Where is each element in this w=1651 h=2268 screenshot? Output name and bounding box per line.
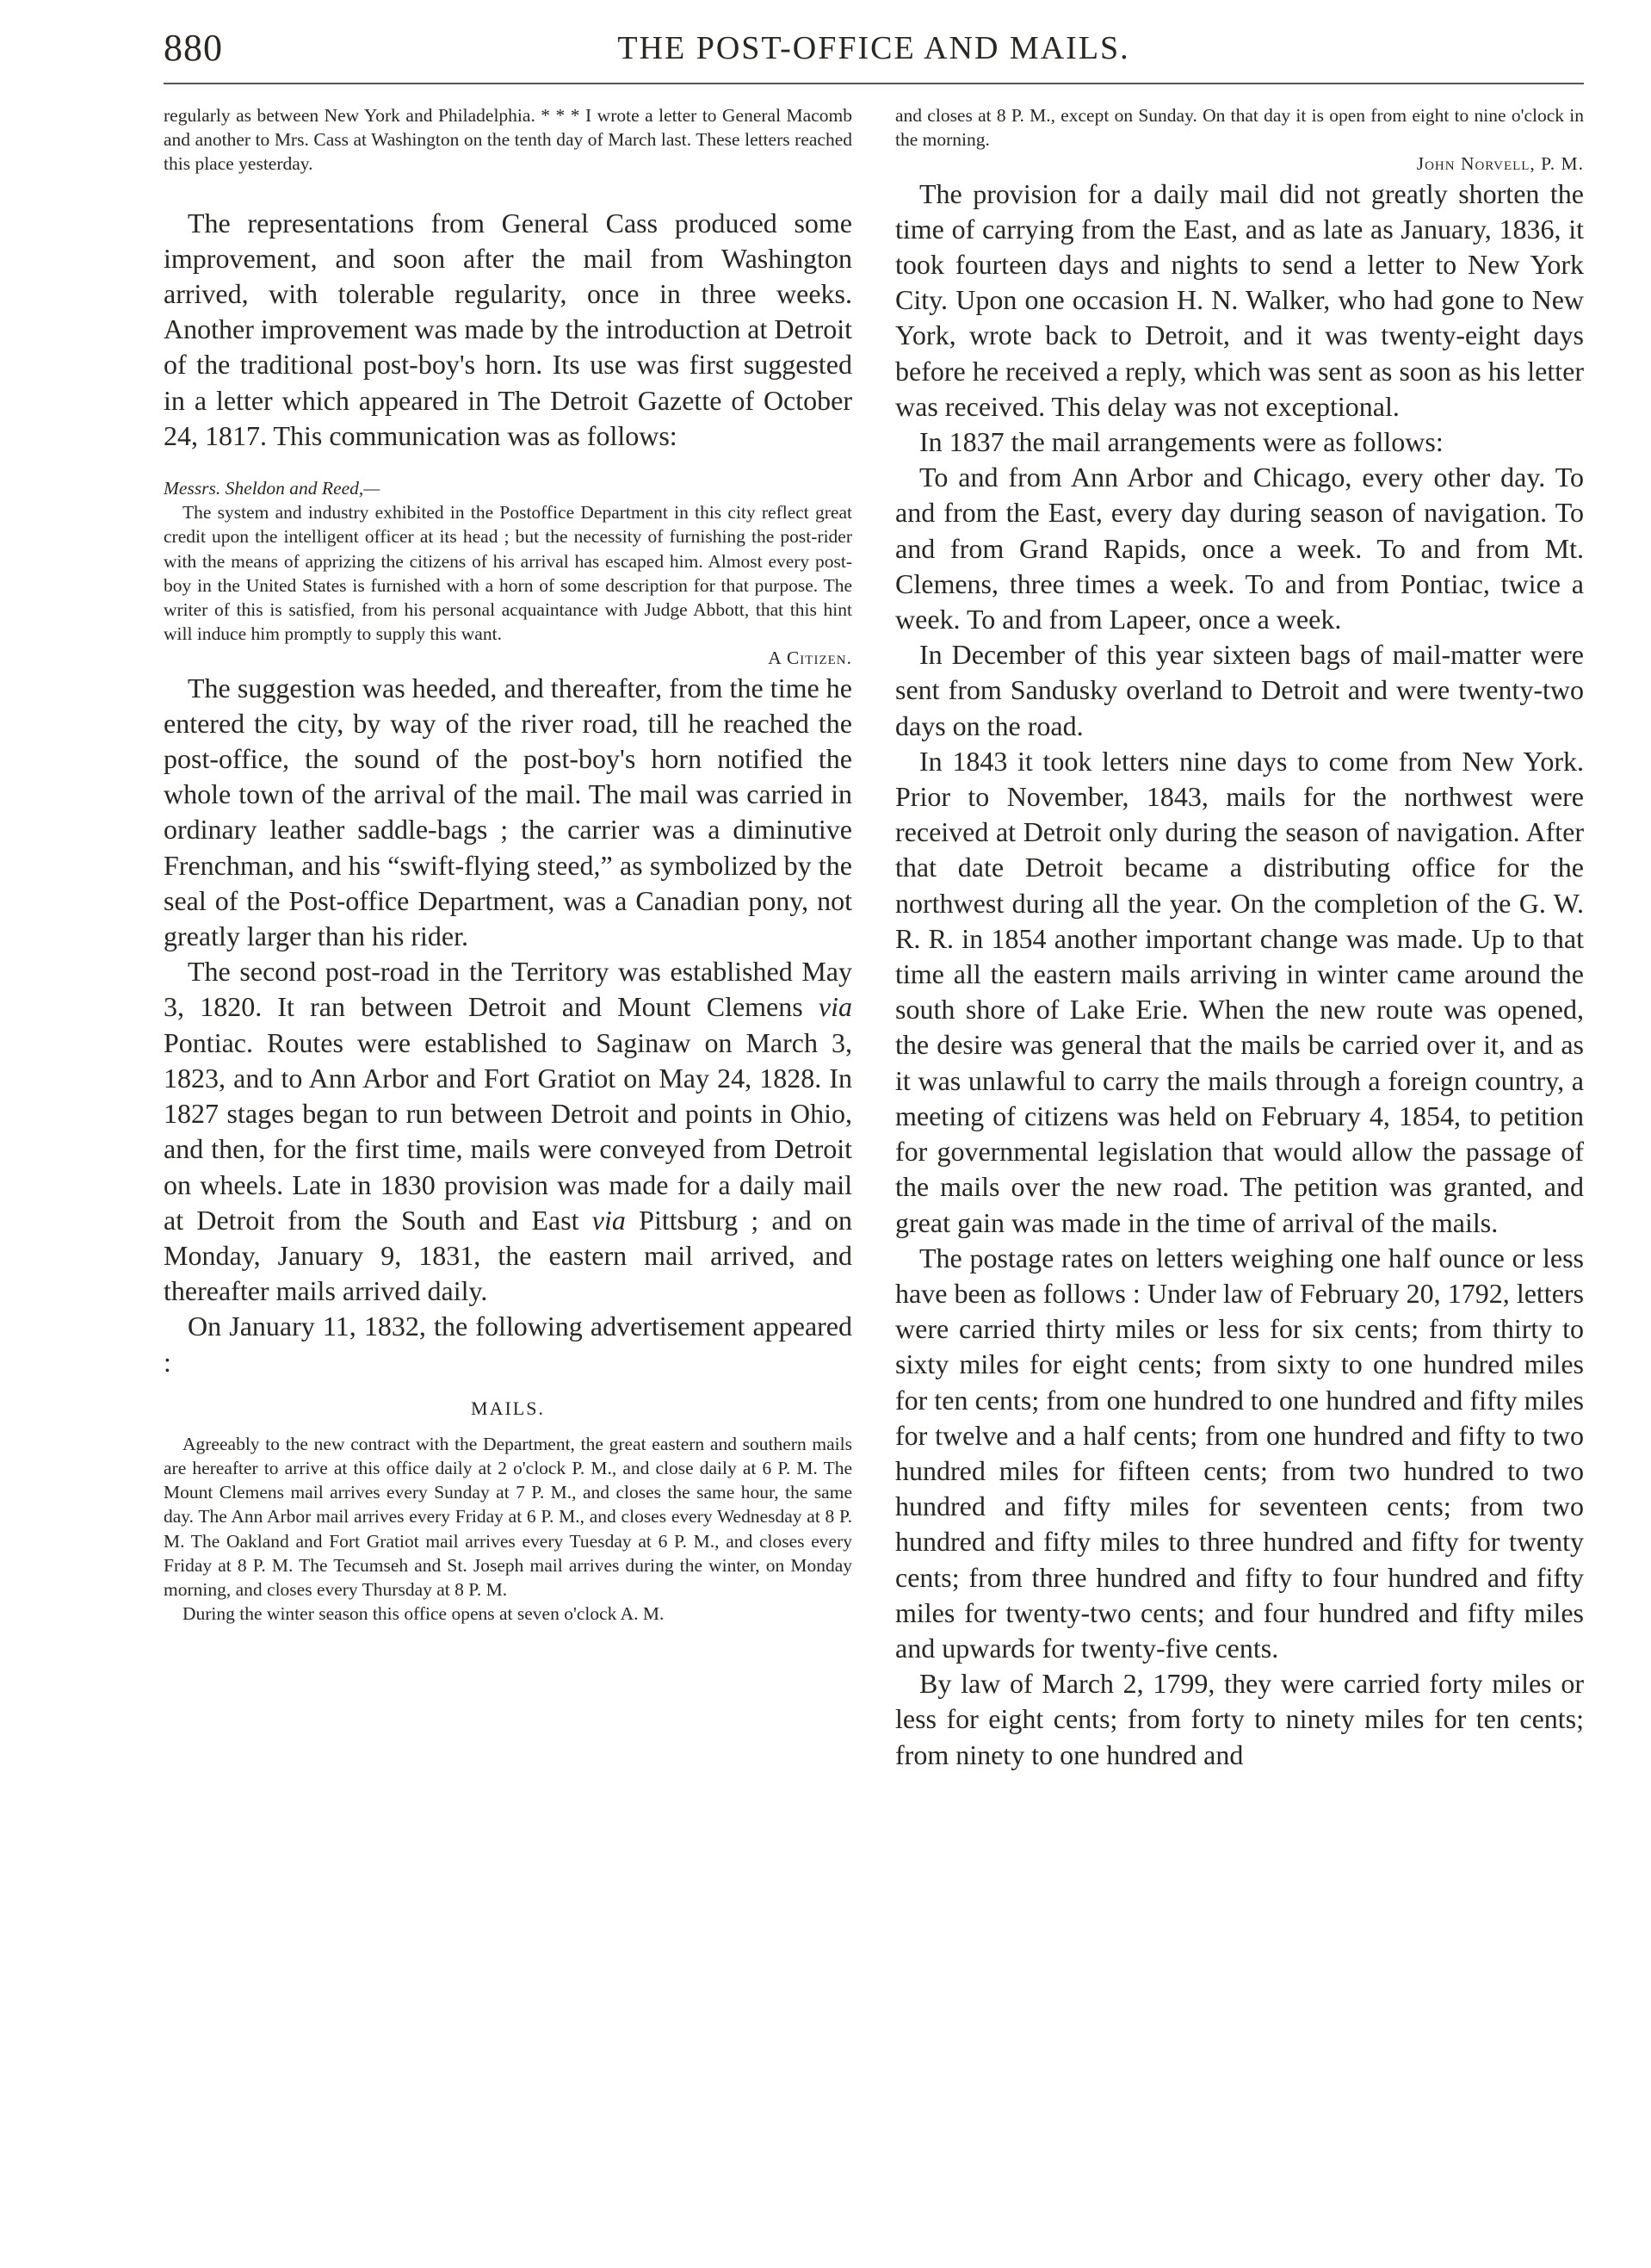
paragraph: By law of March 2, 1799, they were carried forty miles or less for eight cents; from forty to ninety miles for ten cents; from ninety to one hundred and [895,1668,1584,1770]
paragraph: On January 11, 1832, the following advertisement appeared : [164,1311,852,1378]
paragraph: The suggestion was heeded, and thereafter, from the time he entered the city, by way of the river road, till he reached the post-office, the sound of the post-boy's horn notified the whole town of the arrival of the mail. The mail was carried in ordinary leather saddle-bags ; the carrier was a diminutive Frenchman, and his “swift-flying steed,” as symbolized by the seal of the Post-office Department, was a Canadian pony, not greatly larger than his rider. [164,672,852,952]
paragraph: The postage rates on letters weighing one half ounce or less have been as follows : Under law of February 20, 1792, letters were carried thirty miles or less for six cents; from thirty to sixty miles for eight cents; from sixty to one hundred miles for ten cents; from one hundred to one hundred and fifty miles for twelve and a half cents; from one hundred and fifty to two hundred miles for fifteen cents; from two hundred to two hundred and fifty miles for seventeen cents; from two hundred and fifty miles to three hundred and fifty for twenty cents; from three hundred and fifty to four hundred and fifty miles for twenty-two cents; and four hundred and fifty miles and upwards for twenty-five cents. [895,1242,1584,1664]
quoted-letter-end: regularly as between New York and Philadelphia. * * * I wrote a letter to General Macomb and another to Mrs. Cass at Washington on the tenth day of March last. These letters reached this place yesterday. [164,105,852,175]
advertisement-body: During the winter season this office opens at seven o'clock A. M. [182,1603,665,1625]
paragraph: In 1843 it took letters nine days to come from New York. Prior to November, 1843, mails for the northwest were received at Detroit only during the season of navigation. After that date Detroit became a distributing office for the northwest during all the year. On the completion of the G. W. R. R. in 1854 another important change was made. Up to that time all the eastern mails arriving in winter came around the south shore of Lake Erie. When the new route was opened, the desire was general that the mails be carried over it, and as it was unlawful to carry the mails through a foreign country, a meeting of citizens was held on February 4, 1854, to petition for governmental legislation that would allow the passage of the mails over the new road. The petition was granted, and great gain was made in the time of arrival of the mails. [895,745,1584,1238]
letter-body: The system and industry exhibited in the Postoffice Department in this city reflect great credit upon the intelligent officer at its head ; but the necessity of furnishing the post-rider with the means of apprizing the citizens of his arrival has escaped him. Almost every post-boy in the United States is furnished with a horn of some description for that purpose. The writer of this is satisfied, from his personal acquaintance with Judge Abbott, that this hint will induce him promptly to supply this want. [164,502,852,645]
page-number: 880 [164,27,223,69]
paragraph: In 1837 the mail arrangements were as follows: [919,426,1444,458]
paragraph-text: The second post-road in the Territory was established May 3, 1820. It ran between Detroit and Mount Clemens [164,956,852,1023]
header-rule [164,83,1584,84]
paragraph: The provision for a daily mail did not greatly shorten the time of carrying from the East, and as late as January, 1836, it took fourteen days and nights to send a letter to New York City. Upon one occasion H. N. Walker, who had gone to New York, wrote back to Detroit, and it was twenty-eight days before he received a reply, which was sent as soon as his letter was received. This delay was not exceptional. [895,177,1584,422]
advertisement-continued: and closes at 8 P. M., except on Sunday. On that day it is open from eight to nine o'clock in the morning. [895,105,1584,151]
paragraph: The representations from General Cass produced some improvement, and soon after the mail from Washington arrived, with tolerable regularity, once in three weeks. Another improvement was made by the introduction at Detroit of the traditional post-boy's horn. Its use was first suggested in a letter which appeared in The Detroit Gazette of October 24, 1817. This communication was as follows: [164,207,852,451]
running-title: THE POST-OFFICE AND MAILS. [617,30,1130,66]
spacer [164,454,852,476]
letter-salutation: Messrs. Sheldon and Reed,— [164,478,380,499]
page-header [164,26,1584,77]
paragraph-text: Pontiac. Routes were established to Saginaw on March 3, 1823, and to Ann Arbor and Fort Gratiot on May 24, 1828. In 1827 stages began to run between Detroit and points in Ohio, and then, for the first time, mails were conveyed from Detroit on wheels. Late in 1830 provision was made for a daily mail at Detroit from the South and East [164,1026,852,1236]
paragraph: In December of this year sixteen bags of mail-matter were sent from Sandusky overland to Detroit and were twenty-two days on the road. [895,639,1584,741]
paragraph: To and from Ann Arbor and Chicago, every other day. To and from the East, every day during season of navigation. To and from Grand Rapids, once a week. To and from Mt. Clemens, three times a week. To and from Pontiac, twice a week. To and from Lapeer, once a week. [895,462,1584,635]
advertisement-signature: John Norvell, P. M. [1416,153,1584,175]
left-column [164,103,852,2239]
advertisement-heading: MAILS. [471,1397,545,1419]
right-column [895,103,1584,2239]
paragraph-text: Pittsburg ; and on Monday, January 9, 1831, the eastern mail arrived, and thereafter mails arrived daily. [164,1204,852,1307]
italic-word: via [591,1204,626,1236]
paragraph [164,954,852,1309]
italic-word: via [818,991,852,1023]
letter-signature: A Citizen. [768,648,852,669]
advertisement-body: Agreeably to the new contract with the Department, the great eastern and southern mails are hereafter to arrive at this office daily at 2 o'clock P. M., and close daily at 6 P. M. The Mount Clemens mail arrives every Sunday at 7 P. M., and closes the same hour, the same day. The Ann Arbor mail arrives every Friday at 6 P. M., and closes every Wednesday at 8 P. M. The Oakland and Fort Gratiot mail arrives every Tuesday at 6 P. M., and closes every Friday at 8 P. M. The Tecumseh and St. Joseph mail arrives during the winter, on Monday morning, and closes every Thursday at 8 P. M. [164,1433,852,1600]
